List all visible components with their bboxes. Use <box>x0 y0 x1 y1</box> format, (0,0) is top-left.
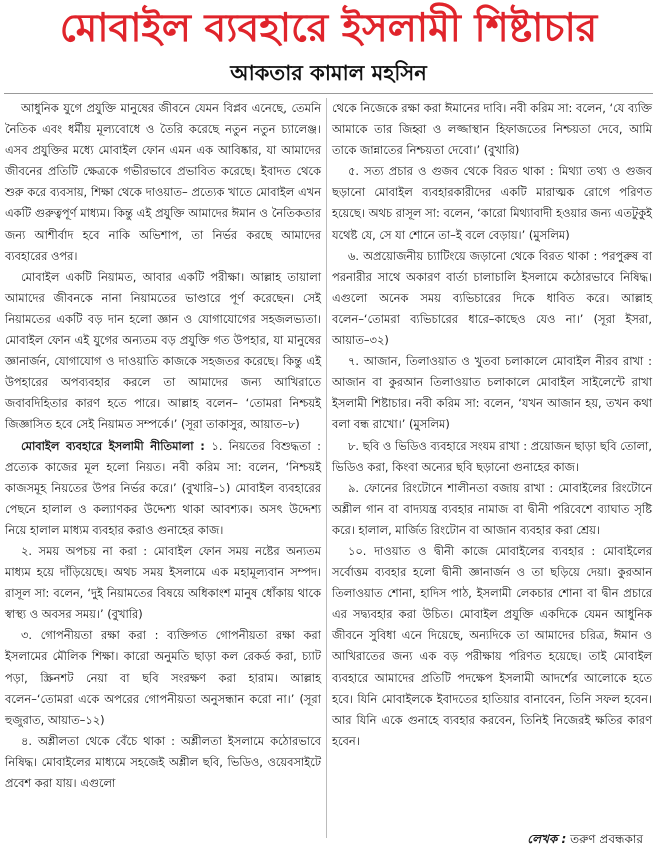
author-footer <box>527 829 643 849</box>
paragraph-text: ২. সময় অপচয় না করা : মোবাইল ফোন সময় নষ্টের অন্যতম মাধ্যম হয়ে দাঁড়িয়েছে। অথচ সময় ইসলামে এক মহামূল্যবান সম্পদ। রাসূল সা: বলেন, ‘দুই নিয়ামতের বিষয়ে অধিকাংশ মানুষ ধোঁকায় থাকে স্বাস্থ্য ও অবসর সময়।’ (বুখারি) <box>5 543 321 622</box>
footer-text: তরুণ প্রবন্ধকার <box>570 832 643 846</box>
paragraph-text: ৪. অশ্লীলতা থেকে বেঁচে থাকা : অশ্লীলতা ইসলামে কঠোরভাবে নিষিদ্ধ। মোবাইলের মাধ্যমে সহজেই অশ্লীল ছবি, ভিডিও, ওয়েবসাইটে প্রবেশ করা যায়। এগুলো <box>5 733 321 790</box>
article-paragraph <box>5 731 321 794</box>
article-paragraph <box>332 478 652 541</box>
article-paragraph <box>332 161 652 245</box>
footer-label: লেখক : <box>527 832 567 846</box>
paragraph-text: ১. নিয়তের বিশুদ্ধতা : প্রত্যেক কাজের মূল হলো নিয়ত। নবী করিম সা: বলেন, ‘নিশ্চয়ই কাজসমূহ নিয়তের উপর নির্ভর করে।’ (বুখারি–১) মোবাইল ব্যবহারের পেছনে হালাল ও কল্যাণকর উদ্দেশ্য থাকা আবশ্যক। অসৎ উদ্দেশ্য নিয়ে হালাল মাধ্যম ব্যবহার করাও গুনাহের কাজ। <box>5 438 322 537</box>
left-column <box>5 98 321 794</box>
article-paragraph <box>5 267 321 436</box>
paragraph-text: আধুনিক যুগে প্রযুক্তি মানুষের জীবনে যেমন বিপ্লব এনেছে, তেমনি নৈতিক এবং ধর্মীয় মূল্যবোধে ও তৈরি করেছে নতুন নতুন চ্যালেঞ্জ। এসব প্রযুক্তির মধ্যে মোবাইল ফোন এমন এক আবিষ্কার, যা আমাদের জীবনের প্রতিটি ক্ষেত্রকে গভীরভাবে প্রভাবিত করেছে। ইবাদত থেকে শুরু করে ব্যবসায়, শিক্ষা থেকে দাওয়াত– প্রত্যেক খাতে মোবাইল এখন একটি গুরুত্বপূর্ণ মাধ্যম। কিন্তু এই প্রযুক্তি আমাদের ঈমান ও নৈতিকতার জন্য আশীর্বাদ হবে নাকি অভিশাপ, তা নির্ভর করছে আমাদের ব্যবহারের ওপর। <box>5 101 321 263</box>
article-paragraph <box>332 436 652 478</box>
article-paragraph <box>332 98 652 161</box>
paragraph-text: ৯. ফোনের রিংটোনে শালীনতা বজায় রাখা : মোবাইলের রিংটোনে অশ্লীল গান বা বাদ্যযন্ত্র ব্যবহার নামাজ বা দ্বীনী পরিবেশে ব্যাঘাত সৃষ্টি করে। হালাল, মার্জিত রিংটোন বা আজান ব্যবহার করা শ্রেয়। <box>332 480 652 537</box>
column-divider <box>326 98 327 838</box>
article-paragraph <box>5 436 321 541</box>
right-column <box>332 98 652 752</box>
article-headline: মোবাইল ব্যবহারে ইসলামী শিষ্টাচার <box>59 6 598 51</box>
article-paragraph <box>5 541 321 625</box>
paragraph-text: ৬. অপ্রয়োজনীয় চ্যাটিংয়ে জড়ানো থেকে বিরত থাকা : পরপুরুষ বা পরনারীর সাথে অকারণ বার্তা চালাচালি ইসলামে কঠোরভাবে নিষিদ্ধ। এগুলো অনেক সময় ব্যভিচারের দিকে ধাবিত করে। আল্লাহ বলেন–‘তোমরা ব্যভিচারের ধারে–কাছেও যেও না।’ (সূরা ইসরা, আয়াত–৩২) <box>332 248 652 348</box>
paragraph-text: থেকে নিজেকে রক্ষা করা ঈমানের দাবি। নবী করিম সা: বলেন, ‘যে ব্যক্তি আমাকে তার জিহ্বা ও লজ্জাস্থান হিফাজতের নিশ্চয়তা দেবে, আমি তাকে জান্নাতের নিশ্চয়তা দেবো।’ (বুখারি) <box>332 101 652 158</box>
paragraph-text: ৭. আজান, তিলাওয়াত ও খুতবা চলাকালে মোবাইল নীরব রাখা : আজান বা কুরআন তিলাওয়াত চলাকালে মোবাইল সাইলেন্টে রাখা ইসলামী শিষ্টাচার। নবী করিম সা: বলেন, ‘যখন আজান হয়, তখন কথা বলা বন্ধ রাখো।’ (মুসলিম) <box>332 354 652 432</box>
paragraph-text: মোবাইল একটি নিয়ামত, আবার একটি পরীক্ষা। আল্লাহ তায়ালা আমাদের জীবনকে নানা নিয়ামতের ভাণ্ডারে পূর্ণ করেছেন। সেই নিয়ামতের একটি বড় দান হলো জ্ঞান ও যোগাযোগের সহজলভ্যতা। মোবাইল ফোন এই যুগের অন্যতম বড় প্রযুক্তি গত উপহার, যা মানুষের জ্ঞানার্জন, যোগাযোগ ও দাওয়াতি কাজকে সহজতর করেছে। কিন্তু এই উপহারের অপব্যবহার করলে তা আমাদের জন্য আখিরাতে জবাবদিহিতার কারণ হতে পারে। আল্লাহ বলেন– ‘তোমরা নিশ্চয়ই জিজ্ঞাসিত হবে সেই নিয়ামত সম্পর্কে।’ (সূরা তাকাসুর, আয়াত–৮) <box>5 269 321 432</box>
article-paragraph <box>332 246 652 351</box>
header-rule <box>4 93 653 94</box>
paragraph-text: ১০. দাওয়াত ও দ্বীনী কাজে মোবাইলের ব্যবহার : মোবাইলের সর্বোত্তম ব্যবহার হলো দ্বীনী জ্ঞানার্জন ও তা ছড়িয়ে দেয়া। কুরআন তিলাওয়াত শোনা, হাদিস পাঠ, ইসলামী লেকচার শোনা বা দ্বীন প্রচারে এর সদ্ব্যবহার করা উচিত। মোবাইল প্রযুক্তি একদিকে যেমন আধুনিক জীবনে সুবিধা এনে দিয়েছে, অন্যদিকে তা আমাদের চরিত্র, ঈমান ও আখিরাতের জন্য এক বড় পরীক্ষায় পরিণত হয়েছে। তাই মোবাইল ব্যবহারে আমাদের প্রতিটি পদক্ষেপ ইসলামী আদর্শের আলোকে হতে হবে। যিনি মোবাইলকে ইবাদতের হাতিয়ার বানাবেন, তিনি সফল হবেন। আর যিনি একে গুনাহে ব্যবহার করবেন, তিনিই নিজেরই ক্ষতির কারণ হবেন। <box>332 543 652 748</box>
author-byline: আকতার কামাল মহসিন <box>230 61 427 85</box>
article-paragraph <box>332 351 652 435</box>
article-paragraph <box>332 541 652 752</box>
section-heading: মোবাইল ব্যবহারে ইসলামী নীতিমালা : <box>21 438 212 453</box>
article-paragraph <box>5 625 321 730</box>
paragraph-text: ৮. ছবি ও ভিডিও ব্যবহারে সংযম রাখা : প্রয়োজন ছাড়া ছবি তোলা, ভিডিও করা, কিংবা অন্যের ছবি ছড়ানো গুনাহের কাজ। <box>332 438 652 474</box>
paragraph-text: ৩. গোপনীয়তা রক্ষা করা : ব্যক্তিগত গোপনীয়তা রক্ষা করা ইসলামের মৌলিক শিক্ষা। কারো অনুমতি ছাড়া কল রেকর্ড করা, চ্যাট পড়া, স্ক্রিনশট নেয়া বা ছবি সংরক্ষণ করা হারাম। আল্লাহ বলেন–‘তোমরা একে অপরের গোপনীয়তা অনুসন্ধান করো না।’ (সূরা হুজুরাত, আয়াত–১২) <box>5 628 321 727</box>
paragraph-text: ৫. সত্য প্রচার ও গুজব থেকে বিরত থাকা : মিথ্যা তথ্য ও গুজব ছড়ানো মোবাইল ব্যবহারকারীদের একটি মারাত্মক রোগে পরিণত হয়েছে। অথচ রাসূল সা: বলেন, ‘কারো মিথ্যাবাদী হওয়ার জন্য এতটুকুই যথেষ্ট যে, সে যা শোনে তা–ই বলে বেড়ায়।’ (মুসলিম) <box>332 164 652 242</box>
article-paragraph <box>5 98 321 267</box>
